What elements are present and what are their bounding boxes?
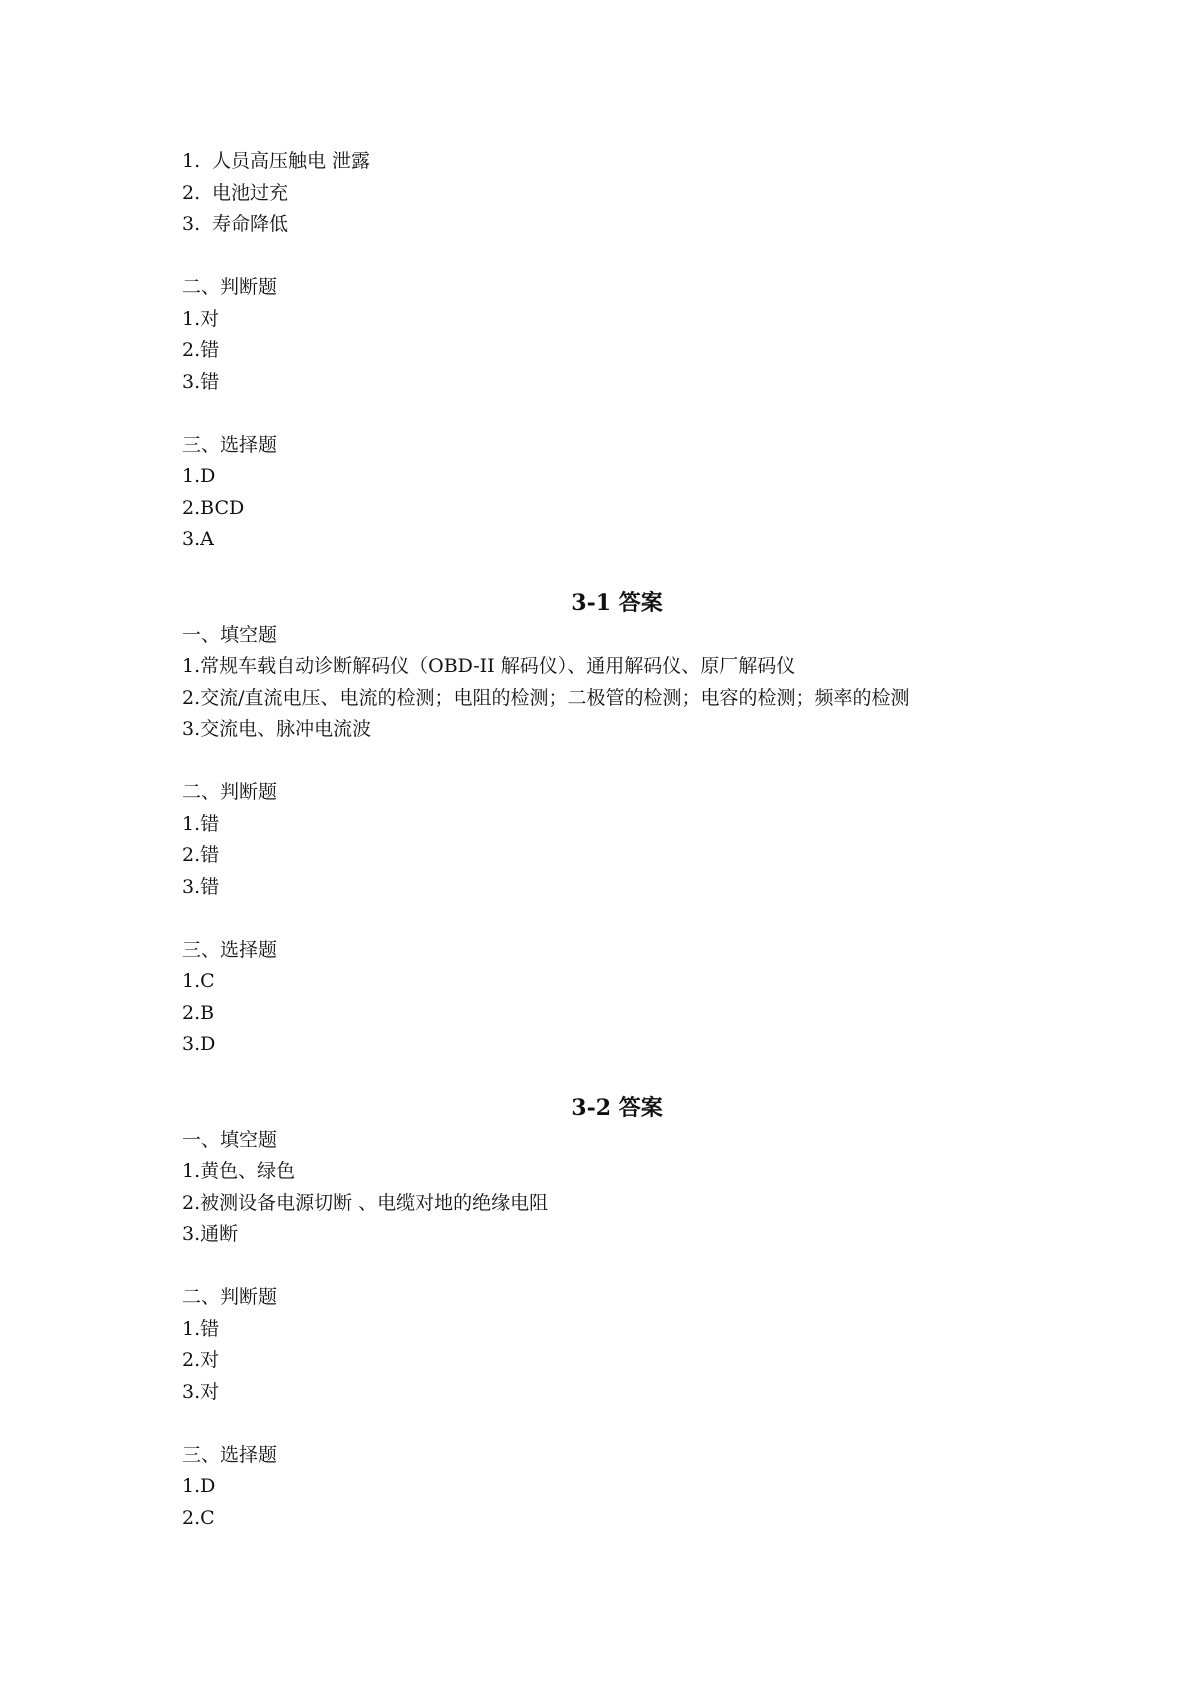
answer-line: 3.交流电、脉冲电流波 — [182, 718, 372, 740]
list-item-number: 2. — [182, 181, 201, 204]
spacer — [182, 903, 1012, 935]
answer-line: 1.D — [182, 1475, 216, 1497]
answer-line: 1.黄色、绿色 — [182, 1160, 296, 1182]
answer-line: 1.D — [182, 465, 216, 487]
judge-heading: 二、判断题 — [182, 781, 278, 803]
fill-heading: 一、填空题 — [182, 1128, 278, 1151]
spacer — [182, 1251, 1012, 1283]
section-title-3-1: 3-1 答案 — [571, 589, 663, 616]
judge-heading: 二、判断题 — [182, 276, 278, 298]
answer-line: 3.A — [182, 528, 214, 550]
answer-line: 2.B — [182, 1001, 215, 1024]
answer-line: 3.对 — [182, 1380, 220, 1403]
answer-line: 2.错 — [182, 339, 220, 361]
spacer — [182, 1408, 1012, 1440]
list-item-text: 人员高压触电 泄露 — [212, 150, 371, 172]
page-content — [182, 146, 1012, 1534]
choice-heading: 三、选择题 — [182, 1443, 278, 1466]
answer-line: 1.对 — [182, 307, 220, 330]
list-item-number: 3. — [182, 213, 201, 235]
spacer — [182, 241, 1012, 273]
answer-line: 2.BCD — [182, 496, 245, 519]
choice-heading: 三、选择题 — [182, 433, 278, 456]
answer-line: 3.错 — [182, 370, 220, 393]
spacer — [182, 746, 1012, 778]
list-item-text: 电池过充 — [212, 181, 289, 204]
answer-line: 2.被测设备电源切断 、电缆对地的绝缘电阻 — [182, 1191, 549, 1214]
answer-line: 1.常规车载自动诊断解码仪（OBD-II 解码仪）、通用解码仪、原厂解码仪 — [182, 655, 796, 677]
answer-line: 3.错 — [182, 875, 220, 898]
answer-line: 3.D — [182, 1033, 216, 1055]
spacer — [182, 1061, 1012, 1092]
list-item-number: 1. — [182, 150, 201, 172]
section-title-3-2: 3-2 答案 — [571, 1094, 663, 1121]
fill-heading: 一、填空题 — [182, 623, 278, 646]
answer-line: 2.交流/直流电压、电流的检测；电阻的检测；二极管的检测；电容的检测；频率的检测 — [182, 686, 910, 709]
choice-heading: 三、选择题 — [182, 938, 278, 961]
spacer — [182, 556, 1012, 587]
list-item-text: 寿命降低 — [212, 213, 289, 235]
list-item — [182, 178, 1012, 210]
answer-line: 2.对 — [182, 1349, 220, 1371]
answer-line: 1.C — [182, 970, 215, 992]
list-item — [182, 209, 1012, 241]
answer-line: 3.通断 — [182, 1223, 239, 1245]
spacer — [182, 398, 1012, 430]
answer-line: 2.C — [182, 1506, 215, 1529]
answer-line: 2.错 — [182, 844, 220, 866]
list-item — [182, 146, 1012, 178]
top-list — [182, 146, 1012, 241]
judge-heading: 二、判断题 — [182, 1286, 278, 1308]
answer-line: 1.错 — [182, 1317, 220, 1340]
answer-line: 1.错 — [182, 812, 220, 835]
